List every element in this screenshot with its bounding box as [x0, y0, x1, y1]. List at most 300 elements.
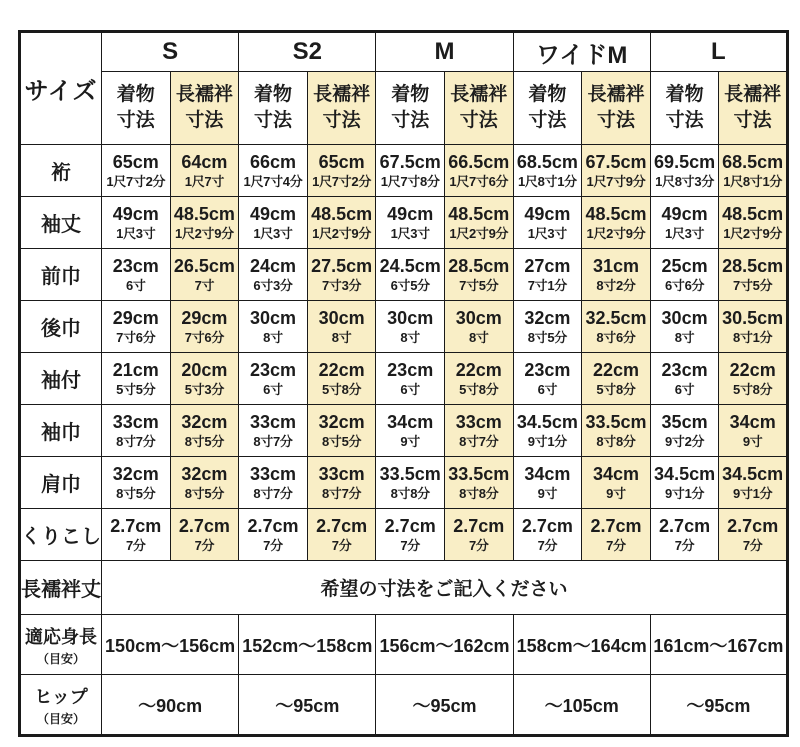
measurement-value-shaku: 8寸 [400, 329, 421, 345]
measurement-value-shaku: 8寸7分 [253, 485, 293, 501]
measurement-cell [513, 197, 582, 249]
measurement-value-cm: 2.7cm [316, 515, 368, 536]
measurement-row [20, 457, 788, 509]
measurement-value-cm: 24.5cm [379, 255, 441, 276]
measurement-cell [376, 509, 445, 561]
measurement-value-cm: 33cm [112, 411, 159, 432]
measurement-cell [307, 457, 376, 509]
measurement-value-shaku: 1尺2寸9分 [312, 225, 372, 241]
nagajuban-dimension-header [307, 72, 376, 145]
measurement-value-shaku: 7分 [263, 537, 283, 553]
measurement-value-shaku: 7分 [400, 537, 421, 553]
measurement-value-shaku: 8寸 [331, 329, 352, 345]
nagajuban-length-row [20, 561, 788, 615]
measurement-value-shaku: 7寸1分 [527, 277, 568, 293]
measurement-value-shaku: 6寸 [674, 381, 695, 397]
measurement-value-cm: 34cm [387, 411, 434, 432]
measurement-cell [513, 353, 582, 405]
size-header-s2: S2 [239, 32, 376, 72]
measurement-cell [239, 509, 308, 561]
measurement-cell [102, 509, 171, 561]
measurement-value-shaku: 1尺7寸6分 [449, 173, 509, 189]
measurement-cell [445, 301, 514, 353]
measurement-value-cm: 23cm [249, 359, 297, 380]
measurement-value-cm: 66.5cm [448, 151, 510, 172]
measurement-value-shaku: 8寸5分 [184, 433, 225, 449]
nagajuban-dimension-header-line: 長襦袢 [587, 84, 645, 106]
measurement-row-label: くりこし [20, 509, 102, 561]
measurement-value-cm: 34cm [729, 411, 776, 432]
measurement-cell [513, 145, 582, 197]
size-chart-table [18, 30, 789, 737]
measurement-cell [307, 405, 376, 457]
measurement-cell [170, 249, 239, 301]
measurement-cell [513, 405, 582, 457]
measurement-value-shaku: 1尺7寸4分 [243, 173, 303, 189]
hip-value-wide-m: 〜105cm [513, 675, 650, 736]
measurement-value-cm: 32cm [524, 307, 571, 328]
kimono-dimension-header-line: 着物 [116, 84, 155, 106]
hip-value-m: 〜95cm [376, 675, 513, 736]
measurement-value-cm: 2.7cm [178, 515, 230, 536]
measurement-value-cm: 48.5cm [585, 203, 647, 224]
measurement-value-shaku: 8寸 [468, 329, 489, 345]
measurement-value-cm: 34.5cm [722, 463, 784, 484]
measurement-value-cm: 23cm [524, 359, 571, 380]
measurement-cell [239, 145, 308, 197]
measurement-value-shaku: 8寸7分 [459, 433, 499, 449]
measurement-cell [582, 197, 651, 249]
measurement-cell [582, 249, 651, 301]
measurement-value-shaku: 1尺8寸1分 [517, 173, 577, 189]
measurement-value-cm: 33.5cm [448, 463, 510, 484]
measurement-value-shaku: 5寸8分 [733, 381, 773, 397]
measurement-value-cm: 49cm [661, 203, 708, 224]
measurement-value-shaku: 5寸3分 [184, 381, 225, 397]
measurement-value-cm: 34.5cm [516, 411, 578, 432]
kimono-dimension-header-line: 着物 [528, 84, 567, 106]
measurement-value-shaku: 7分 [537, 537, 558, 553]
measurement-cell [445, 405, 514, 457]
nagajuban-dimension-header-line: 長襦袢 [724, 84, 782, 106]
measurement-value-cm: 30cm [455, 307, 502, 328]
measurement-value-cm: 30cm [249, 307, 297, 328]
measurement-row [20, 249, 788, 301]
kimono-dimension-header [650, 72, 719, 145]
measurement-value-shaku: 7寸5分 [733, 277, 773, 293]
measurement-value-cm: 22cm [592, 359, 639, 380]
measurement-value-cm: 49cm [524, 203, 571, 224]
size-header-m: M [376, 32, 513, 72]
measurement-value-shaku: 9寸1分 [527, 433, 568, 449]
hip-row [20, 675, 788, 736]
measurement-value-shaku: 1尺2寸9分 [723, 225, 783, 241]
hip-value-s2: 〜95cm [239, 675, 376, 736]
measurement-cell [582, 353, 651, 405]
nagajuban-dimension-header-line: 寸法 [459, 110, 498, 131]
measurement-value-cm: 49cm [112, 203, 159, 224]
measurement-cell [513, 457, 582, 509]
measurement-value-shaku: 7寸6分 [184, 329, 225, 345]
measurement-value-cm: 23cm [661, 359, 708, 380]
measurement-value-cm: 34cm [592, 463, 639, 484]
measurement-value-cm: 32cm [112, 463, 159, 484]
nagajuban-dimension-header-line: 長襦袢 [175, 84, 233, 106]
measurement-row-label: 前巾 [20, 249, 102, 301]
measurement-row-label: 後巾 [20, 301, 102, 353]
size-header-l: L [650, 32, 787, 72]
measurement-cell [102, 249, 171, 301]
measurement-cell [307, 353, 376, 405]
row-label-nagajuban-length: 長襦袢丈 [20, 561, 102, 615]
hip-label: ヒップ [34, 686, 88, 707]
measurement-value-shaku: 7寸6分 [116, 329, 156, 345]
measurement-cell [239, 457, 308, 509]
measurement-value-cm: 25cm [661, 255, 708, 276]
measurement-value-cm: 33cm [455, 411, 502, 432]
measurement-value-cm: 30cm [387, 307, 434, 328]
measurement-cell [445, 509, 514, 561]
measurement-cell [307, 509, 376, 561]
measurement-cell [582, 405, 651, 457]
measurement-cell [650, 353, 719, 405]
measurement-value-cm: 34cm [524, 463, 571, 484]
measurement-value-cm: 69.5cm [654, 151, 716, 172]
measurement-cell [650, 509, 719, 561]
measurement-cell [239, 197, 308, 249]
measurement-cell [170, 197, 239, 249]
measurement-cell [445, 249, 514, 301]
size-header-wide-m: ワイドM [513, 32, 650, 72]
measurement-value-cm: 32cm [181, 411, 228, 432]
measurement-value-cm: 24cm [249, 255, 297, 276]
measurement-value-shaku: 9寸 [742, 433, 763, 449]
measurement-cell [307, 301, 376, 353]
measurement-value-cm: 48.5cm [722, 203, 784, 224]
hip-sublabel: （目安） [36, 711, 85, 726]
measurement-value-cm: 30.5cm [722, 307, 784, 328]
measurement-value-shaku: 8寸 [674, 329, 695, 345]
height-value-s2: 152cm〜158cm [239, 615, 376, 675]
measurement-value-cm: 28.5cm [448, 255, 510, 276]
measurement-value-shaku: 9寸 [537, 485, 558, 501]
kimono-dimension-header-line: 寸法 [391, 110, 430, 131]
measurement-cell [239, 249, 308, 301]
measurement-value-cm: 28.5cm [722, 255, 784, 276]
measurement-value-cm: 34.5cm [654, 463, 716, 484]
measurement-value-shaku: 1尺3寸 [253, 225, 293, 241]
size-corner-label: サイズ [20, 32, 102, 145]
measurement-value-shaku: 8寸5分 [527, 329, 568, 345]
height-value-l: 161cm〜167cm [650, 615, 787, 675]
measurement-cell [102, 457, 171, 509]
height-value-s: 150cm〜156cm [102, 615, 239, 675]
measurement-cell [650, 249, 719, 301]
measurement-value-cm: 2.7cm [590, 515, 642, 536]
kimono-dimension-header-line: 着物 [391, 84, 430, 106]
measurement-cell [376, 249, 445, 301]
measurement-cell [376, 197, 445, 249]
measurement-cell [239, 353, 308, 405]
measurement-value-shaku: 7寸5分 [459, 277, 499, 293]
measurement-cell [170, 457, 239, 509]
height-row [20, 615, 788, 675]
measurement-value-cm: 48.5cm [311, 203, 373, 224]
measurement-cell [307, 197, 376, 249]
measurement-cell [102, 353, 171, 405]
measurement-cell [719, 249, 788, 301]
measurement-value-shaku: 7分 [742, 537, 763, 553]
measurement-value-cm: 35cm [661, 411, 708, 432]
measurement-value-shaku: 6寸6分 [664, 277, 705, 293]
kimono-dimension-header-line: 着物 [253, 84, 292, 106]
measurement-value-cm: 23cm [387, 359, 434, 380]
measurement-value-shaku: 7分 [194, 537, 215, 553]
measurement-value-shaku: 9寸 [400, 433, 421, 449]
kimono-dimension-header-line: 寸法 [528, 110, 567, 131]
measurement-cell [445, 145, 514, 197]
measurement-value-shaku: 9寸2分 [664, 433, 705, 449]
measurement-value-shaku: 7分 [125, 537, 146, 553]
measurement-value-cm: 29cm [181, 307, 228, 328]
measurement-value-cm: 2.7cm [659, 515, 711, 536]
measurement-cell [170, 509, 239, 561]
measurement-value-shaku: 6寸 [400, 381, 421, 397]
height-sublabel: （目安） [36, 651, 85, 666]
measurement-row [20, 353, 788, 405]
measurement-value-shaku: 1尺3寸 [116, 225, 156, 241]
measurement-value-shaku: 9寸1分 [733, 485, 773, 501]
measurement-cell [376, 405, 445, 457]
measurement-value-shaku: 1尺2寸9分 [174, 225, 234, 241]
row-label-height [20, 615, 102, 675]
measurement-cell [582, 301, 651, 353]
measurement-value-cm: 67.5cm [379, 151, 441, 172]
measurement-value-cm: 29cm [112, 307, 159, 328]
measurement-cell [719, 509, 788, 561]
measurement-cell [650, 145, 719, 197]
measurement-value-shaku: 5寸5分 [116, 381, 156, 397]
nagajuban-dimension-header [719, 72, 788, 145]
kimono-dimension-header-line: 寸法 [253, 110, 292, 131]
measurement-cell [582, 509, 651, 561]
size-header-row [20, 32, 788, 72]
measurement-value-shaku: 1尺3寸 [527, 225, 568, 241]
measurement-cell [102, 197, 171, 249]
measurement-value-shaku: 1尺7寸 [184, 173, 225, 189]
subheader-row [20, 72, 788, 145]
height-value-m: 156cm〜162cm [376, 615, 513, 675]
measurement-row-label: 袖巾 [20, 405, 102, 457]
kimono-dimension-header [376, 72, 445, 145]
measurement-row-label: 肩巾 [20, 457, 102, 509]
measurement-value-shaku: 7分 [606, 537, 626, 553]
measurement-value-shaku: 8寸2分 [596, 277, 636, 293]
measurement-value-cm: 33.5cm [585, 411, 647, 432]
measurement-cell [376, 353, 445, 405]
measurement-value-shaku: 6寸3分 [253, 277, 293, 293]
height-label: 適応身長 [25, 626, 97, 647]
nagajuban-dimension-header [170, 72, 239, 145]
measurement-cell [170, 301, 239, 353]
measurement-value-shaku: 5寸8分 [321, 381, 362, 397]
measurement-value-shaku: 1尺7寸9分 [586, 173, 646, 189]
measurement-value-shaku: 8寸 [263, 329, 283, 345]
measurement-cell [650, 457, 719, 509]
nagajuban-dimension-header-line: 寸法 [185, 110, 224, 131]
nagajuban-dimension-header-line: 寸法 [733, 110, 772, 131]
measurement-value-cm: 49cm [387, 203, 434, 224]
measurement-value-shaku: 8寸8分 [596, 433, 636, 449]
measurement-value-cm: 30cm [318, 307, 365, 328]
measurement-value-cm: 32.5cm [585, 307, 647, 328]
measurement-row [20, 405, 788, 457]
measurement-value-cm: 26.5cm [173, 255, 235, 276]
size-header-s: S [102, 32, 239, 72]
measurement-value-shaku: 1尺8寸1分 [723, 173, 783, 189]
kimono-dimension-header [239, 72, 308, 145]
measurement-row [20, 145, 788, 197]
measurement-cell [650, 405, 719, 457]
kimono-dimension-header [513, 72, 582, 145]
measurement-value-shaku: 9寸1分 [664, 485, 705, 501]
measurement-value-cm: 33.5cm [379, 463, 441, 484]
measurement-value-cm: 22cm [729, 359, 776, 380]
measurement-cell [170, 145, 239, 197]
measurement-value-shaku: 7寸3分 [321, 277, 362, 293]
measurement-value-shaku: 9寸 [606, 485, 626, 501]
measurement-cell [719, 405, 788, 457]
measurement-cell [170, 405, 239, 457]
measurement-value-shaku: 7分 [331, 537, 352, 553]
measurement-row-label: 袖丈 [20, 197, 102, 249]
measurement-cell [513, 509, 582, 561]
measurement-value-shaku: 1尺7寸8分 [380, 173, 440, 189]
measurement-value-cm: 66cm [249, 151, 297, 172]
measurement-value-cm: 27cm [524, 255, 571, 276]
measurement-value-cm: 67.5cm [585, 151, 647, 172]
measurement-cell [376, 457, 445, 509]
measurement-value-shaku: 7分 [468, 537, 489, 553]
measurement-value-shaku: 6寸5分 [390, 277, 430, 293]
measurement-value-cm: 48.5cm [448, 203, 510, 224]
measurement-value-cm: 65cm [318, 151, 365, 172]
hip-value-l: 〜95cm [650, 675, 787, 736]
measurement-value-shaku: 1尺7寸2分 [312, 173, 372, 189]
hip-value-s: 〜90cm [102, 675, 239, 736]
measurement-cell [445, 353, 514, 405]
measurement-value-shaku: 5寸8分 [596, 381, 636, 397]
measurement-value-cm: 22cm [455, 359, 502, 380]
measurement-row [20, 509, 788, 561]
measurement-cell [307, 145, 376, 197]
measurement-value-cm: 68.5cm [722, 151, 784, 172]
nagajuban-length-note: 希望の寸法をご記入ください [102, 561, 788, 615]
measurement-value-cm: 2.7cm [247, 515, 299, 536]
measurement-value-shaku: 8寸1分 [733, 329, 773, 345]
measurement-value-shaku: 8寸5分 [184, 485, 225, 501]
measurement-value-shaku: 1尺3寸 [664, 225, 705, 241]
measurement-value-cm: 2.7cm [727, 515, 779, 536]
measurement-value-cm: 30cm [661, 307, 708, 328]
measurement-value-shaku: 7寸 [194, 277, 215, 293]
measurement-value-cm: 33cm [249, 411, 297, 432]
measurement-cell [650, 301, 719, 353]
measurement-cell [239, 405, 308, 457]
measurement-value-cm: 68.5cm [516, 151, 578, 172]
measurement-value-shaku: 1尺3寸 [390, 225, 430, 241]
measurement-value-cm: 32cm [181, 463, 228, 484]
kimono-dimension-header-line: 寸法 [116, 110, 155, 131]
measurement-value-shaku: 6寸 [263, 381, 283, 397]
measurement-value-shaku: 8寸5分 [321, 433, 362, 449]
measurement-value-cm: 2.7cm [453, 515, 505, 536]
measurement-cell [513, 301, 582, 353]
measurement-value-cm: 65cm [112, 151, 159, 172]
nagajuban-dimension-header [582, 72, 651, 145]
kimono-dimension-header-line: 寸法 [665, 110, 704, 131]
measurement-cell [445, 457, 514, 509]
measurement-value-cm: 21cm [112, 359, 159, 380]
measurement-value-cm: 27.5cm [311, 255, 373, 276]
measurement-value-cm: 20cm [181, 359, 228, 380]
nagajuban-dimension-header-line: 長襦袢 [450, 84, 508, 106]
measurement-value-shaku: 6寸 [537, 381, 558, 397]
measurement-value-shaku: 1尺2寸9分 [586, 225, 646, 241]
measurement-value-cm: 33cm [249, 463, 297, 484]
measurement-cell [102, 301, 171, 353]
measurement-cell [582, 145, 651, 197]
measurement-value-cm: 32cm [318, 411, 365, 432]
nagajuban-dimension-header-line: 長襦袢 [313, 84, 371, 106]
measurement-cell [719, 457, 788, 509]
height-value-wide-m: 158cm〜164cm [513, 615, 650, 675]
nagajuban-dimension-header [445, 72, 514, 145]
measurement-value-cm: 2.7cm [110, 515, 162, 536]
measurement-row [20, 301, 788, 353]
measurement-value-cm: 2.7cm [521, 515, 573, 536]
measurement-cell [719, 301, 788, 353]
measurement-value-shaku: 8寸7分 [253, 433, 293, 449]
measurement-value-shaku: 1尺7寸2分 [106, 173, 166, 189]
measurement-value-shaku: 8寸6分 [596, 329, 636, 345]
measurement-cell [719, 353, 788, 405]
measurement-value-cm: 64cm [181, 151, 228, 172]
row-label-hip [20, 675, 102, 736]
measurement-value-cm: 23cm [112, 255, 159, 276]
measurement-value-cm: 2.7cm [384, 515, 436, 536]
kimono-dimension-header-line: 着物 [665, 84, 704, 106]
measurement-value-shaku: 1尺8寸3分 [655, 173, 715, 189]
nagajuban-dimension-header-line: 寸法 [596, 110, 635, 131]
measurement-value-shaku: 7分 [674, 537, 695, 553]
measurement-value-cm: 48.5cm [173, 203, 235, 224]
measurement-row-label: 袖付 [20, 353, 102, 405]
measurement-cell [307, 249, 376, 301]
measurement-cell [102, 145, 171, 197]
measurement-value-shaku: 8寸8分 [459, 485, 499, 501]
kimono-size-chart [18, 30, 789, 737]
measurement-cell [513, 249, 582, 301]
kimono-dimension-header [102, 72, 171, 145]
measurement-cell [239, 301, 308, 353]
measurement-value-cm: 33cm [318, 463, 365, 484]
measurement-cell [719, 145, 788, 197]
measurement-row [20, 197, 788, 249]
measurement-cell [102, 405, 171, 457]
measurement-cell [582, 457, 651, 509]
measurement-cell [376, 301, 445, 353]
